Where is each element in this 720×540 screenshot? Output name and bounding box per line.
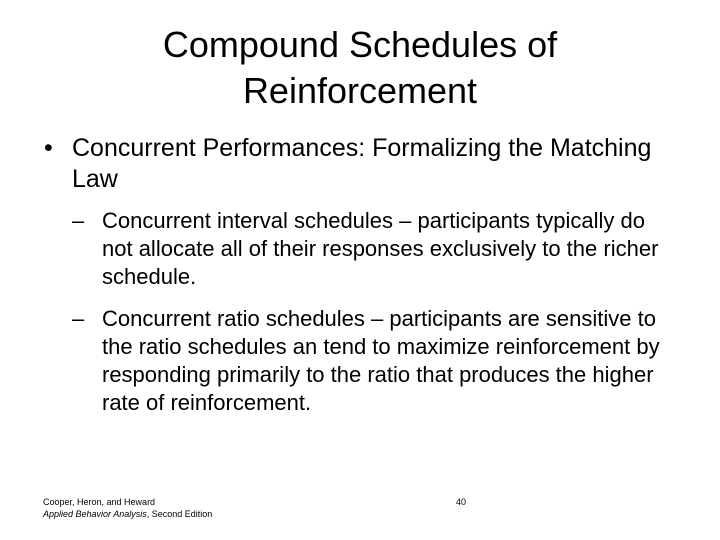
slide-title-line-2: Reinforcement	[242, 70, 478, 111]
dash-marker: –	[72, 208, 85, 233]
page-number: 40	[456, 497, 467, 507]
footer-book-title: Applied Behavior Analysis	[43, 509, 147, 519]
sub-bullet-ratio	[72, 305, 672, 417]
main-bullet-text: Concurrent Performances: Formalizing the Matching Law	[72, 134, 652, 193]
sub-bullet-text: Concurrent ratio schedules – participants are sensitive to the ratio schedules an tend to maximize reinforcement by responding primarily to the ratio that produces the higher rate of reinforcement.	[102, 306, 660, 415]
bullet-marker: •	[44, 134, 53, 162]
footer-authors: Cooper, Heron, and Heward	[43, 497, 156, 507]
slide-title	[60, 22, 660, 114]
sub-bullet-interval	[72, 207, 672, 291]
sub-bullet-text: Concurrent interval schedules – participants typically do not allocate all of their responses exclusively to the richer schedule.	[102, 208, 659, 289]
footer-book-line	[43, 508, 212, 520]
footer-credit	[43, 496, 212, 520]
footer-edition: , Second Edition	[146, 509, 213, 519]
dash-marker: –	[72, 306, 85, 331]
main-bullet	[44, 133, 684, 195]
slide-title-line-1: Compound Schedules of	[162, 24, 558, 65]
